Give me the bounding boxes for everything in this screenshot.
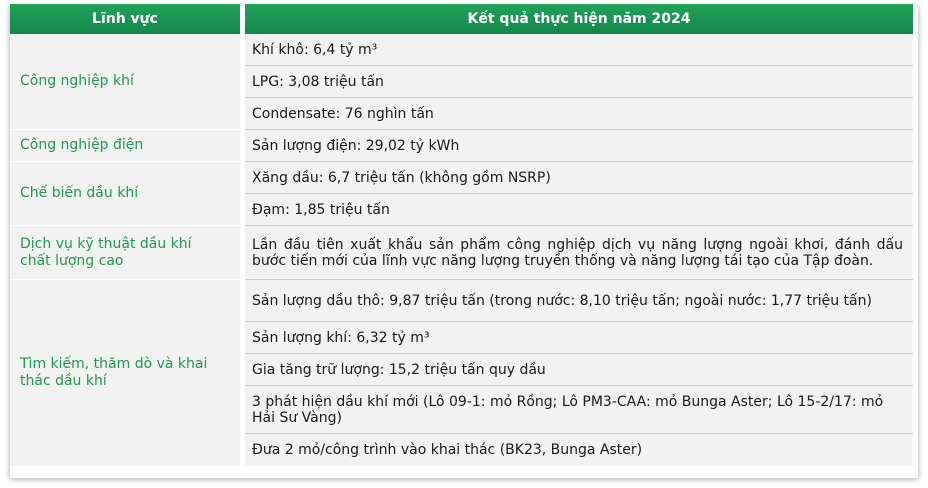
header-result: Kết quả thực hiện năm 2024 [245, 4, 913, 34]
results-table [10, 4, 913, 468]
result-text: Sản lượng dầu thô: 9,87 triệu tấn (trong nước: 8,10 triệu tấn; ngoài nước: 1,77 triệu tấn) [252, 292, 872, 309]
result-text: Lần đầu tiên xuất khẩu sản phẩm công nghiệp dịch vụ năng lượng ngoài khơi, đánh dấu bước tiến mới của lĩnh vực năng lượng truyền thống và năng lượng tái tạo của Tập đoàn. [252, 236, 903, 269]
header-field: Lĩnh vực [10, 4, 240, 34]
result-row: Condensate: 76 nghìn tấn [245, 98, 913, 130]
category-exploration: Tìm kiếm, thăm dò và khai thác dầu khí [10, 280, 240, 466]
category-refining: Chế biến dầu khí [10, 162, 240, 226]
result-row: 3 phát hiện dầu khí mới (Lô 09-1: mỏ Rồng; Lô PM3-CAA: mỏ Bunga Aster; Lô 15-2/17: mỏ Hải Sư Vàng) [245, 386, 913, 434]
category-technical-services: Dịch vụ kỹ thuật dầu khí chất lượng cao [10, 226, 240, 280]
result-row [245, 226, 913, 280]
result-row: Khí khô: 6,4 tỷ m³ [245, 34, 913, 66]
category-power-industry: Công nghiệp điện [10, 130, 240, 162]
category-gas-industry: Công nghiệp khí [10, 34, 240, 130]
result-row: Sản lượng khí: 6,32 tỷ m³ [245, 322, 913, 354]
result-row [245, 280, 913, 322]
result-row: LPG: 3,08 triệu tấn [245, 66, 913, 98]
result-row: Đưa 2 mỏ/công trình vào khai thác (BK23, Bunga Aster) [245, 434, 913, 466]
result-row: Xăng dầu: 6,7 triệu tấn (không gồm NSRP) [245, 162, 913, 194]
result-row: Đạm: 1,85 triệu tấn [245, 194, 913, 226]
result-row: Sản lượng điện: 29,02 tỷ kWh [245, 130, 913, 162]
result-row: Gia tăng trữ lượng: 15,2 triệu tấn quy dầu [245, 354, 913, 386]
